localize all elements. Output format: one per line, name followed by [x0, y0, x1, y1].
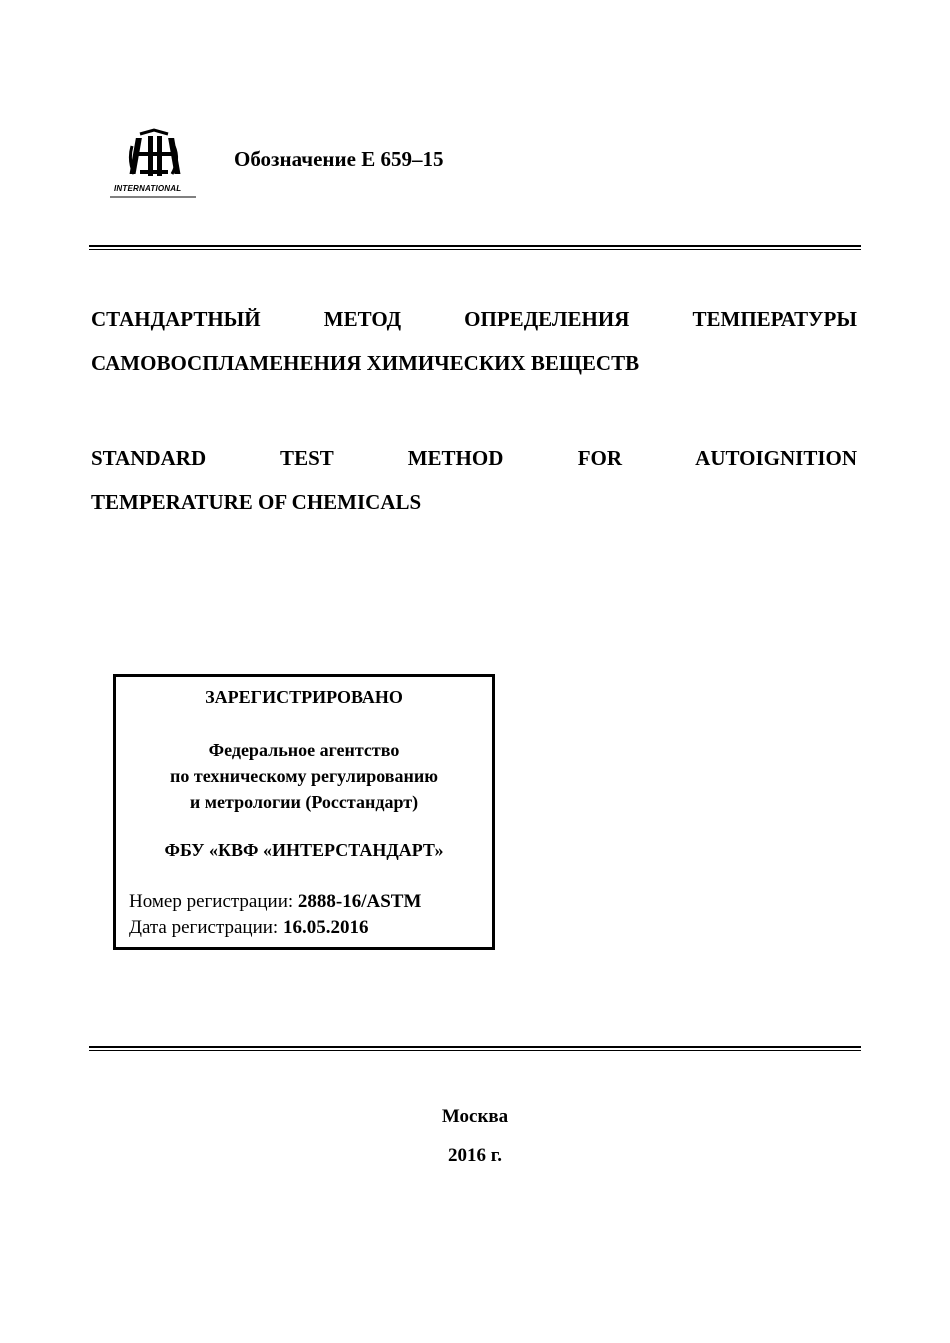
- bottom-divider: [89, 1046, 861, 1051]
- registration-number: [129, 891, 421, 913]
- footer-year: 2016 г.: [448, 1145, 502, 1166]
- registration-date-value: 16.05.2016: [282, 917, 369, 938]
- title-english-line-1: STANDARD TEST METHOD FOR AUTOIGNITION: [91, 446, 857, 470]
- registration-box: [113, 674, 495, 950]
- registration-agency: [116, 737, 492, 815]
- registration-number-label: Номер регистрации:: [129, 891, 294, 912]
- logo-subtitle: INTERNATIONAL: [114, 184, 182, 193]
- astm-logo: [110, 126, 196, 198]
- registration-date-label: Дата регистрации:: [129, 917, 279, 938]
- footer-city: Москва: [441, 1106, 509, 1127]
- agency-line-1: Федеральное агентство: [208, 740, 400, 760]
- document-designation: Обозначение Е 659–15: [234, 147, 444, 171]
- title-russian-line-2: САМОВОСПЛАМЕНЕНИЯ ХИМИЧЕСКИХ ВЕЩЕСТВ: [91, 351, 640, 375]
- registration-heading: ЗАРЕГИСТРИРОВАНО: [205, 687, 403, 707]
- top-divider: [89, 245, 861, 250]
- agency-line-2: по техническому регулированию: [170, 766, 438, 786]
- title-english-line-2: TEMPERATURE OF CHEMICALS: [91, 490, 422, 514]
- title-russian-line-1: СТАНДАРТНЫЙ МЕТОД ОПРЕДЕЛЕНИЯ ТЕМПЕРАТУРЫ: [91, 307, 857, 331]
- registration-date: [129, 917, 368, 939]
- agency-line-3: и метрологии (Росстандарт): [189, 792, 419, 812]
- registration-organization: ФБУ «КВФ «ИНТЕРСТАНДАРТ»: [164, 840, 444, 860]
- title-english: [91, 436, 857, 524]
- registration-number-value: 2888-16/ASTM: [297, 891, 422, 912]
- title-russian: [91, 297, 857, 385]
